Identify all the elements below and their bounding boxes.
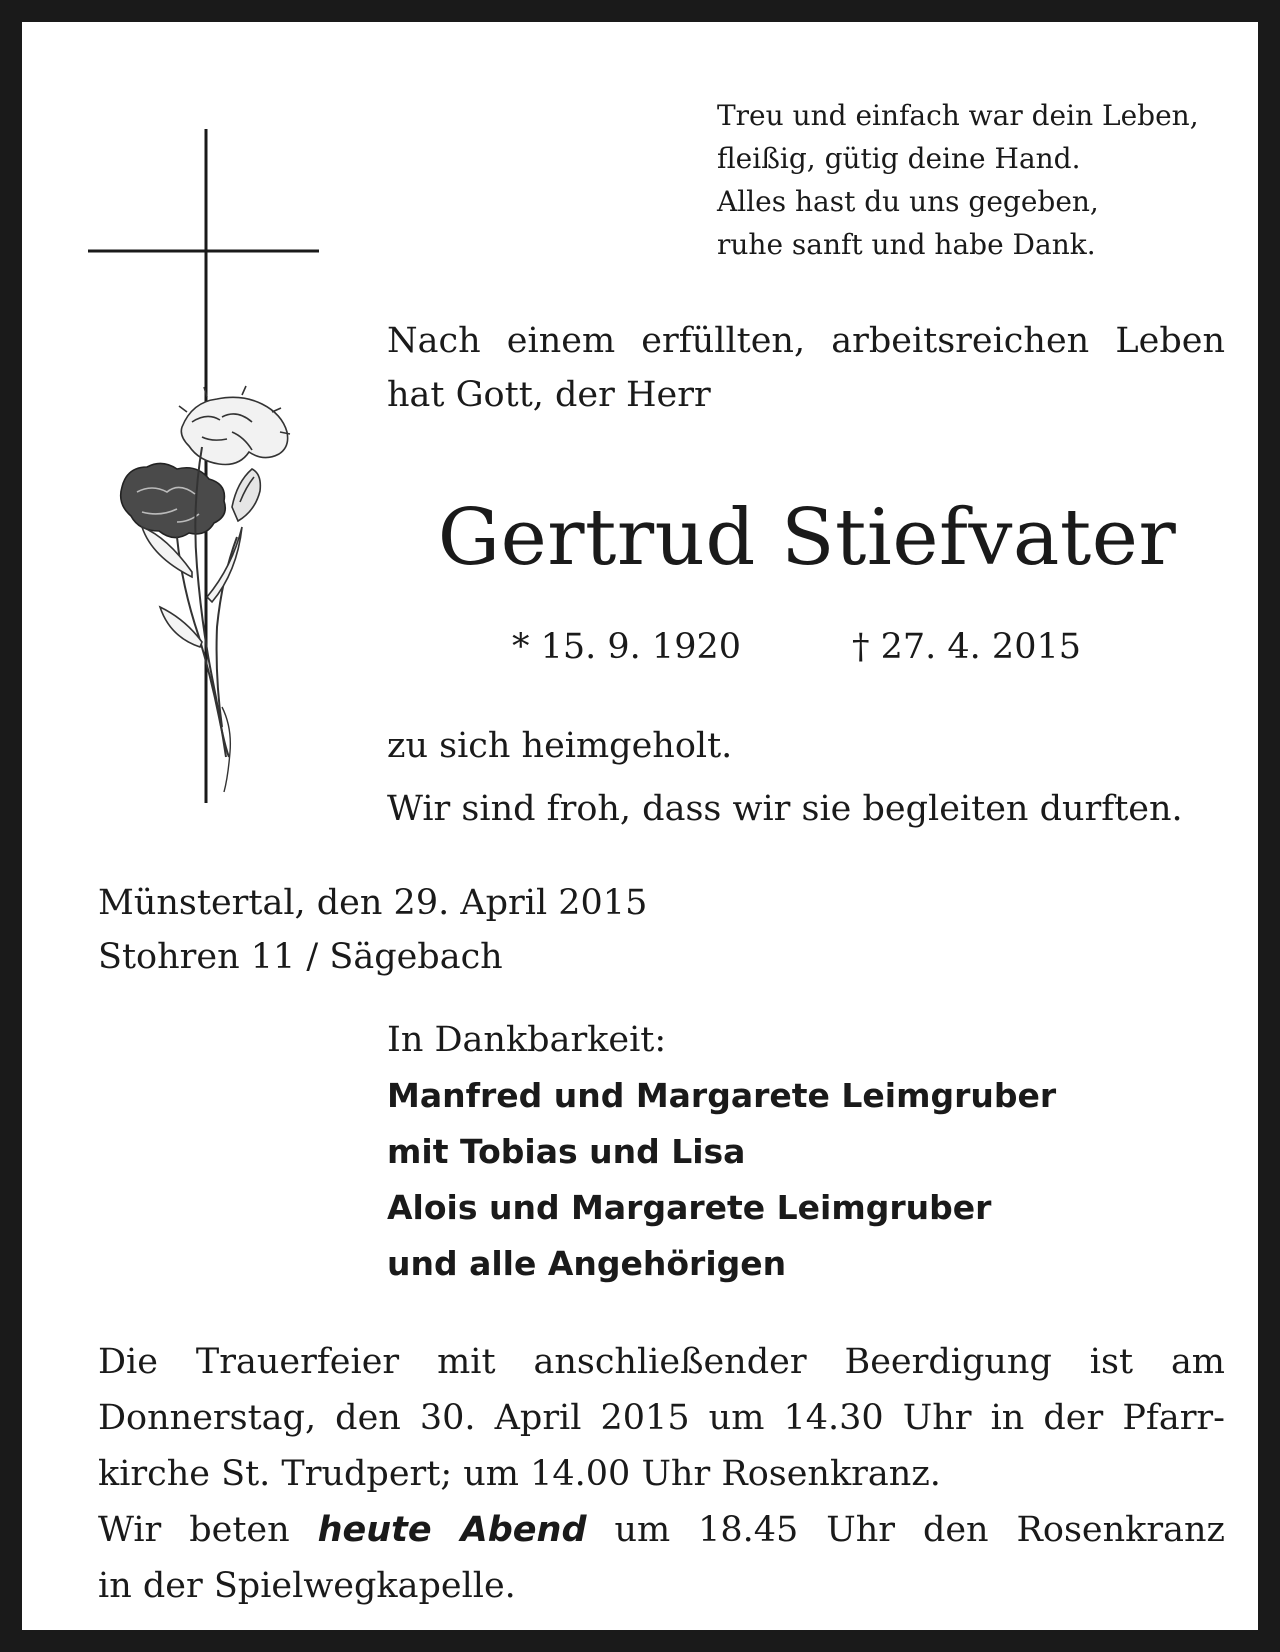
place-line-2: Stohren 11 / Sägebach — [98, 937, 503, 977]
intro-line-1: Nach einem erfüllten, arbeitsreichen Leben — [387, 321, 1225, 361]
thanks-heading: In Dankbarkeit: — [387, 1020, 667, 1060]
funeral-line-2: Donnerstag, den 30. April 2015 um 14.30 Uhr in der Pfarr- — [98, 1398, 1225, 1438]
mourner-name: und alle Angehörigen — [387, 1244, 787, 1283]
poem-line: Alles hast du uns gegeben, — [717, 185, 1099, 218]
place-date — [98, 876, 798, 984]
funeral-line-4-post: um 18.45 Uhr den Rosenkranz — [614, 1510, 1225, 1550]
intro-line-2: hat Gott, der Herr — [387, 375, 711, 415]
deceased-name: Gertrud Stiefvater — [437, 493, 1177, 583]
funeral-emphasis: heute Abend — [317, 1510, 587, 1550]
poem-line: Treu und einfach war dein Leben, — [717, 99, 1199, 132]
mourner-name: Manfred und Margarete Leimgruber — [387, 1076, 1057, 1115]
poem — [717, 94, 1237, 266]
outro-line-1: zu sich heimgeholt. — [387, 726, 733, 766]
place-line-1: Münstertal, den 29. April 2015 — [98, 883, 648, 923]
funeral-line-1: Die Trauerfeier mit anschließender Beerdigung ist am — [98, 1342, 1225, 1382]
funeral-info — [98, 1334, 1225, 1614]
intro-text — [387, 314, 1225, 422]
funeral-line-4-pre: Wir beten — [98, 1510, 290, 1550]
poem-line: ruhe sanft und habe Dank. — [717, 228, 1096, 261]
mourner-name: Alois und Margarete Leimgruber — [387, 1188, 992, 1227]
funeral-line-4 — [98, 1502, 1225, 1558]
outro-text — [387, 715, 1227, 841]
mourners — [387, 1012, 1227, 1292]
death-date: † 27. 4. 2015 — [852, 627, 1082, 667]
cross-icon — [82, 127, 332, 807]
birth-date: * 15. 9. 1920 — [512, 627, 742, 667]
mourner-name: mit Tobias und Lisa — [387, 1132, 746, 1171]
funeral-line-3: kirche St. Trudpert; um 14.00 Uhr Rosenkranz. — [98, 1454, 941, 1494]
funeral-line-5: in der Spielwegkapelle. — [98, 1566, 516, 1606]
outro-line-2: Wir sind froh, dass wir sie begleiten durften. — [387, 789, 1183, 829]
poem-line: fleißig, gütig deine Hand. — [717, 142, 1081, 175]
